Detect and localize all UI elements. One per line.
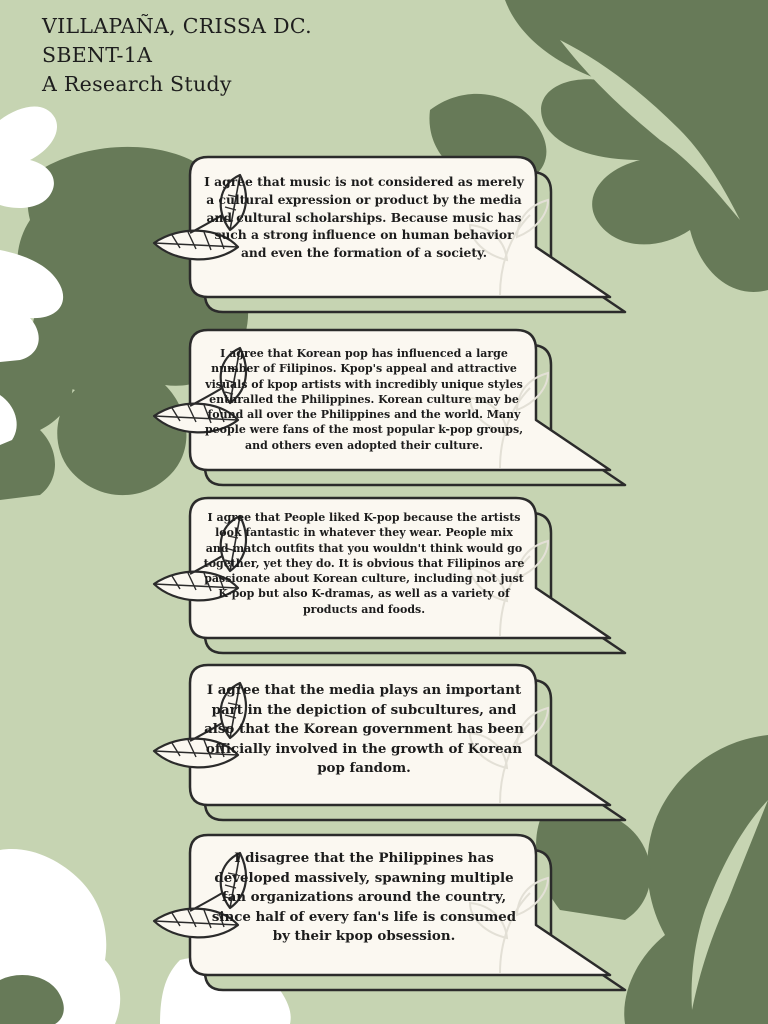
section-code: SBENT-1A (42, 43, 153, 67)
tropical-leaf-icon (0, 106, 57, 208)
page-subtitle: A Research Study (42, 72, 232, 96)
opinion-text: I disagree that the Philippines has developed massively, spawning multiple fan organizations around the country, since half of every fan's life is consumed by their kpop obsession. (211, 850, 517, 945)
opinion-card (70, 496, 640, 666)
opinion-card (70, 328, 640, 498)
opinion-card (70, 663, 640, 833)
opinion-text: I agree that Korean pop has influenced a large number of Filipinos. Kpop's appeal and attractive visuals of kpop artists with incredibly unique styles enthralled the Philippines. Korean culture may be found all over the Philippines and the world. Many people were fans of the most popular k-pop groups, and others even adopted their culture. (204, 347, 524, 452)
opinion-card (70, 833, 640, 1003)
opinion-text: I agree that the media plays an important part in the depiction of subcultures, and also that the Korean government has been officially involved in the growth of Korean pop fandom. (204, 682, 524, 777)
author-name: VILLAPAÑA, CRISSA DC. (42, 14, 312, 38)
opinion-text: I agree that music is not considered as merely a cultural expression or product by the media and cultural scholarships. Because music has such a strong influence on human behavior and even the formation of a society. (204, 174, 524, 261)
opinion-text: I agree that People liked K-pop because the artists look fantastic in whatever they wear. People mix and match outfits that you wouldn't think would go together, yet they do. It is obvious that Filipinos are passionate about Korean culture, including not just K-pop but also K-dramas, as well as a variety of products and foods. (203, 511, 525, 616)
header (42, 12, 312, 99)
opinion-card (70, 155, 640, 325)
